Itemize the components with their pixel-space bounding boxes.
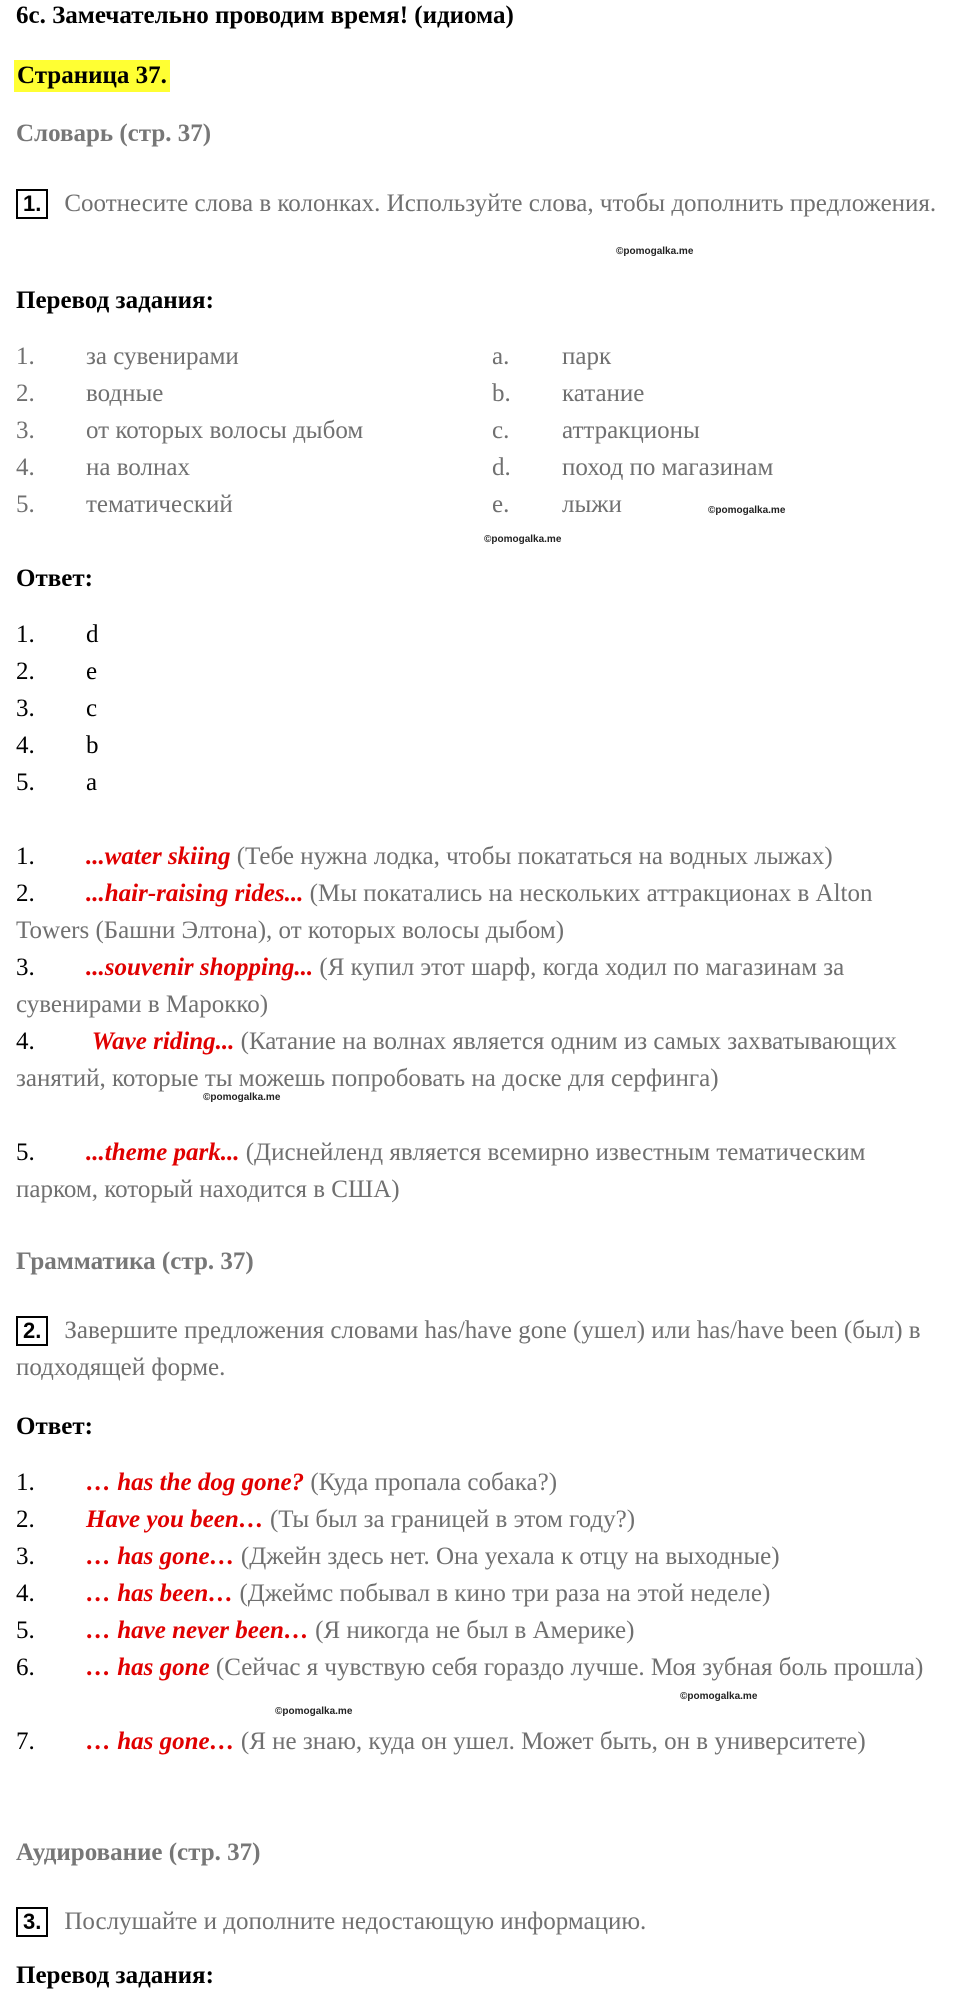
answer-item: 2. e <box>16 658 98 685</box>
grammar-answer-heading: Ответ: <box>16 1413 93 1440</box>
right-col-item: d. поход по магазинам <box>492 454 774 481</box>
vocab-sentence: 1. ...water skiing (Тебе нужна лодка, чтобы покататься на водных лыжах) <box>16 843 833 870</box>
grammar-heading: Грамматика (стр. 37) <box>16 1248 254 1275</box>
left-col-item: 1. за сувенирами <box>16 343 239 370</box>
vocab-sentence: 4. Wave riding... (Катание на волнах является одним из самых захватывающих занятий, которые ты можешь попробовать на доске для серфинга) <box>16 1028 897 1092</box>
grammar-sentence: 6. … has gone (Сейчас я чувствую себя гораздо лучше. Моя зубная боль прошла) <box>16 1654 924 1681</box>
vocab-sentence: 3. ...souvenir shopping... (Я купил этот шарф, когда ходил по магазинам за сувенирами в Марокко) <box>16 954 845 1018</box>
watermark: ©pomogalka.me <box>708 505 786 516</box>
answer-item: 3. c <box>16 695 98 722</box>
watermark: ©pomogalka.me <box>203 1092 281 1103</box>
vocab-task <box>16 185 946 222</box>
vocab-task-text: Соотнесите слова в колонках. Используйте слова, чтобы дополнить предложения. <box>64 190 937 217</box>
watermark: ©pomogalka.me <box>484 534 562 545</box>
grammar-sentence: 2. Have you been… (Ты был за границей в этом году?) <box>16 1506 636 1533</box>
left-col-item: 5. тематический <box>16 491 233 518</box>
watermark: ©pomogalka.me <box>680 1691 758 1702</box>
vocab-heading: Словарь (стр. 37) <box>16 120 212 147</box>
grammar-sentence: 5. … have never been… (Я никогда не был в Америке) <box>16 1617 635 1644</box>
task-number-3: 3. <box>16 1907 48 1937</box>
grammar-sentence: 3. … has gone… (Джейн здесь нет. Она уехала к отцу на выходные) <box>16 1543 780 1570</box>
answer-item: 5. a <box>16 769 98 796</box>
vocab-sentence: 5. ...theme park... (Диснейленд является всемирно известным тематическим парком, который находится в США) <box>16 1139 866 1203</box>
page-label: Страница 37. <box>14 60 170 92</box>
watermark: ©pomogalka.me <box>616 246 694 257</box>
watermark: ©pomogalka.me <box>275 1706 353 1717</box>
listening-translation-heading: Перевод задания: <box>16 1962 214 1989</box>
vocab-translation-heading: Перевод задания: <box>16 287 214 314</box>
vocab-answer-heading: Ответ: <box>16 565 93 592</box>
grammar-task <box>16 1312 946 1386</box>
listening-task <box>16 1903 646 1940</box>
grammar-task-text: Завершите предложения словами has/have gone (ушел) или has/have been (был) в подходящей форме. <box>16 1317 921 1381</box>
task-number-1: 1. <box>16 189 48 219</box>
listening-heading: Аудирование (стр. 37) <box>16 1839 261 1866</box>
task-number-2: 2. <box>16 1316 48 1346</box>
right-col-item: a. парк <box>492 343 612 370</box>
grammar-sentence: 1. … has the dog gone? (Куда пропала собака?) <box>16 1469 558 1496</box>
answer-item: 1. d <box>16 621 99 648</box>
right-col-item: c. аттракционы <box>492 417 700 444</box>
listening-task-text: Послушайте и дополните недостающую информацию. <box>64 1908 647 1935</box>
grammar-sentence: 4. … has been… (Джеймс побывал в кино три раза на этой неделе) <box>16 1580 771 1607</box>
left-col-item: 2. водные <box>16 380 164 407</box>
right-col-item: b. катание <box>492 380 645 407</box>
grammar-sentence: 7. … has gone… (Я не знаю, куда он ушел. Может быть, он в университете) <box>16 1728 866 1755</box>
left-col-item: 3. от которых волосы дыбом <box>16 417 364 444</box>
left-col-item: 4. на волнах <box>16 454 190 481</box>
answer-item: 4. b <box>16 732 99 759</box>
right-col-item: e. лыжи <box>492 491 622 518</box>
lesson-title: 6с. Замечательно проводим время! (идиома) <box>16 2 514 29</box>
vocab-sentence: 2. ...hair-raising rides... (Мы покатались на нескольких аттракционах в Alton Towers (Башни Элтона), от которых волосы дыбом) <box>16 880 873 944</box>
